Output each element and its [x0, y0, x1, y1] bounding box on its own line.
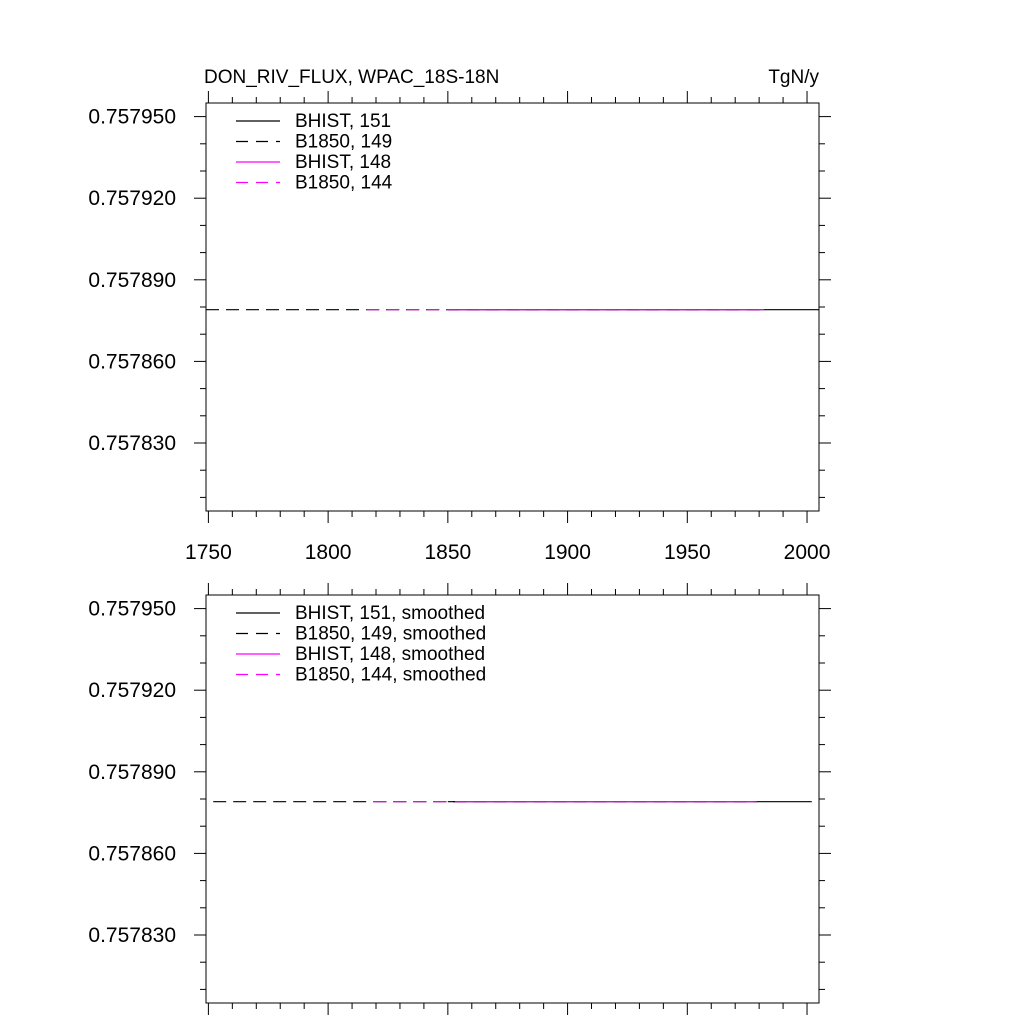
- chart-title: DON_RIV_FLUX, WPAC_18S-18N: [204, 67, 500, 88]
- y-tick-label: 0.757950: [88, 597, 176, 621]
- legend-label: B1850, 144: [295, 172, 393, 194]
- y-tick-label: 0.757890: [88, 268, 176, 292]
- legend-label: B1850, 149, smoothed: [295, 623, 487, 645]
- panel-top: [88, 67, 831, 564]
- x-tick-label: 1850: [424, 541, 472, 564]
- y-tick-label: 0.757950: [88, 105, 176, 129]
- x-tick-label: 1900: [544, 541, 591, 564]
- legend-label: BHIST, 151: [295, 111, 392, 132]
- y-tick-label: 0.757860: [88, 350, 176, 374]
- y-tick-label: 0.757890: [88, 760, 176, 784]
- y-tick-label: 0.757830: [88, 924, 176, 947]
- legend-label: BHIST, 151, smoothed: [295, 603, 486, 624]
- x-tick-label: 1800: [304, 541, 352, 564]
- units-label: TgN/y: [768, 67, 819, 88]
- legend-label: BHIST, 148: [295, 152, 392, 173]
- y-tick-label: 0.757860: [88, 842, 176, 866]
- x-tick-label: 1750: [185, 541, 232, 564]
- legend-label: B1850, 144, smoothed: [295, 664, 487, 686]
- panel-bottom: [88, 583, 831, 1015]
- y-tick-label: 0.757920: [88, 679, 176, 703]
- y-tick-label: 0.757920: [88, 187, 176, 211]
- x-tick-label: 1950: [663, 541, 711, 564]
- y-tick-label: 0.757830: [88, 432, 176, 455]
- x-tick-label: 2000: [783, 541, 831, 564]
- legend-label: BHIST, 148, smoothed: [295, 644, 486, 665]
- legend-label: B1850, 149: [295, 131, 393, 153]
